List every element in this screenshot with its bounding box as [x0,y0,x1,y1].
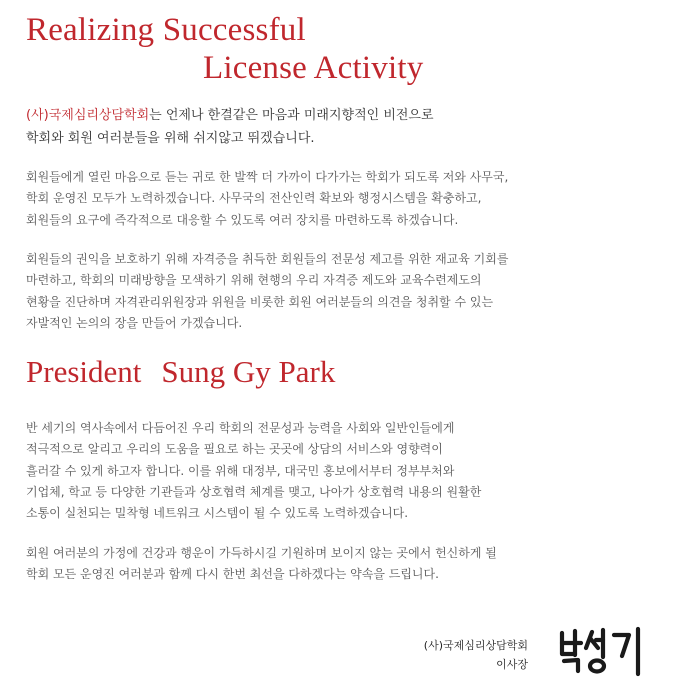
intro-line-2: 학회와 회원 여러분들을 위해 쉬지않고 뛰겠습니다. [26,131,315,146]
paragraph-line: 반 세기의 역사속에서 다듬어진 우리 학회의 전문성과 능력을 사회와 일반인들에게 [26,421,455,435]
paragraph-3 [26,418,481,524]
intro-line-1 [26,104,434,127]
paragraph-line: 회원들에게 열린 마음으로 듣는 귀로 한 발짝 더 가까이 다가가는 학회가 되도록 저와 사무국, [26,170,509,184]
paragraph-line: 흘러갈 수 있게 하고자 합니다. 이를 위해 대정부, 대국민 홍보에서부터 정부부처와 [26,463,455,478]
paragraph-line: 적극적으로 알리고 우리의 도움을 필요로 하는 곳곳에 상담의 서비스와 영향력이 [26,442,443,457]
paragraph-line: 회원들의 권익을 보호하기 위해 자격증을 취득한 회원들의 전문성 제고를 위한 재교육 기회를 [26,252,509,266]
title-line-2: License Activity [203,50,424,86]
handwritten-signature [556,624,648,678]
paragraph-line: 회원들의 요구에 즉각적으로 대응할 수 있도록 여러 장치를 마련하도록 하겠습니다. [26,212,459,227]
signature-position: 이사장 [496,658,528,671]
president-name: Sung Gy Park [161,354,336,389]
paragraph-line: 소통이 실천되는 밀착형 네트워크 시스템이 될 수 있도록 노력하겠습니다. [26,506,409,521]
paragraph-line: 마련하고, 학회의 미래방향을 모색하기 위해 현행의 우리 자격증 제도와 교육수련제도의 [26,273,482,288]
signature-block [424,636,528,674]
paragraph-4 [26,543,497,586]
paragraph-2 [26,249,508,334]
paragraph-1 [26,167,508,231]
president-role: President [26,354,142,389]
signature-org: (사)국제심리상담학회 [423,639,528,652]
paragraph-line: 기업체, 학교 등 다양한 기관들과 상호협력 체계를 맺고, 나아가 상호협력 내용의 원활한 [26,484,482,499]
org-name: (사)국제심리상담학회 [26,108,150,123]
paragraph-line: 자발적인 논의의 장을 만들어 가겠습니다. [26,315,243,330]
paragraph-line: 현황을 진단하며 자격관리위원장과 위원을 비롯한 회원 여러분들의 의견을 청취할 수 있는 [26,294,494,309]
intro-line-1-rest: 는 언제나 한결같은 마음과 미래지향적인 비전으로 [149,108,434,123]
paragraph-line: 회원 여러분의 가정에 건강과 행운이 가득하시길 기원하며 보이지 않는 곳에서 헌신하게 될 [26,546,497,560]
paragraph-line: 학회 운영진 모두가 노력하겠습니다. 사무국의 전산인력 확보와 행정시스템을 확충하고, [26,191,482,206]
paragraph-line: 학회 모든 운영진 여러분과 함께 다시 한번 최선을 다하겠다는 약속을 드립니다. [26,567,439,582]
president-heading [26,355,335,389]
title-line-1: Realizing Successful [26,12,306,48]
intro-statement [26,104,434,150]
